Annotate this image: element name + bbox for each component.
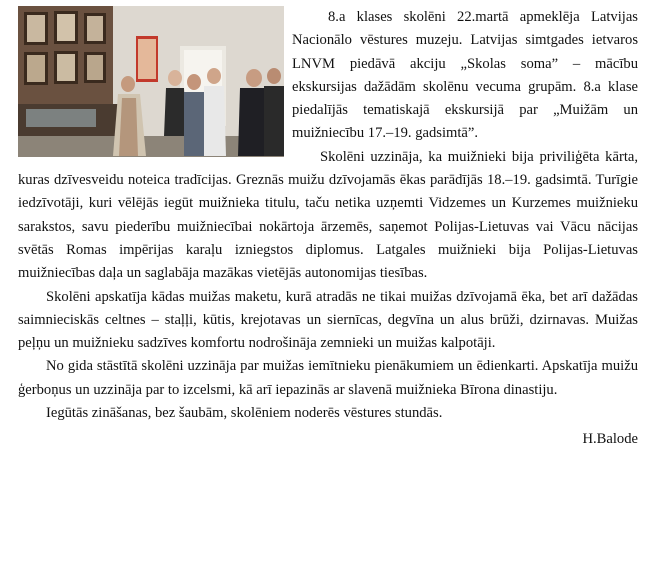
article [18,6,638,452]
paragraph-conclusion: Iegūtās zināšanas, bez šaubām, skolēniem noderēs vēstures stundās. [46,405,443,422]
paragraph-guide: No gida stāstītā skolēni uzzināja par muižas iemītnieku pienākumiem un ēdienkarti. Apskatīja muižu ģerboņus un uzzināja par to izcelsmi, kā arī iepazinās ar slavenā muižnieka Bīrona dinastiju. [18,358,638,398]
museum-visit-photo [18,6,284,157]
author-signature: H.Balode [582,431,638,448]
intro-paragraph: 8.a klases skolēni 22.martā apmeklēja Latvijas Nacionālo vēstures muzeju. Latvijas simtgades ietvaros LNVM piedāvā akciju „Skolas soma” – mācību ekskursijas dažādām skolēnu vecuma grupām. 8.a klase piedalījās tematiskajā ekskursijā par „Muižām un muižniecību 17.–19. gadsimtā”. [292,9,638,142]
paragraph-model: Skolēni apskatīja kādas muižas maketu, kurā atradās ne tikai muižas dzīvojamā ēka, bet arī dažādas saimnieciskās celtnes – staļļi, kūtis, krejotavas un siernīcas, degvīna un alus brūži, dzirnavas. Muižas peļņu un muižnieku sadzīves komfortu nodrošināja zemnieki un muižas kalpotāji. [18,288,638,352]
paragraph-estates: Skolēni uzzināja, ka muižnieki bija priviliģēta kārta, kuras dzīvesveidu noteica tradīcijas. Greznās muižu dzīvojamās ēkas parādījās 18.–19. gadsimtā. Turīgie iedzīvotāji, kuri vēlējās iegūt muižnieka titulu, taču netika uzņemti Vidzemes un Kurzemes muižnieku sarakstos, savu piederību muižniecībai nokārtoja ārzemēs, saņemot Polijas-Lietuvas vai Vācu nācijas svētās Romas impērijas karaļu izniegstos diplomus. Latgales muižnieki bija Polijas-Lietuvas muižniecības daļa un saglabāja mazākas vietējās autonomijas tiesības. [18,148,638,282]
